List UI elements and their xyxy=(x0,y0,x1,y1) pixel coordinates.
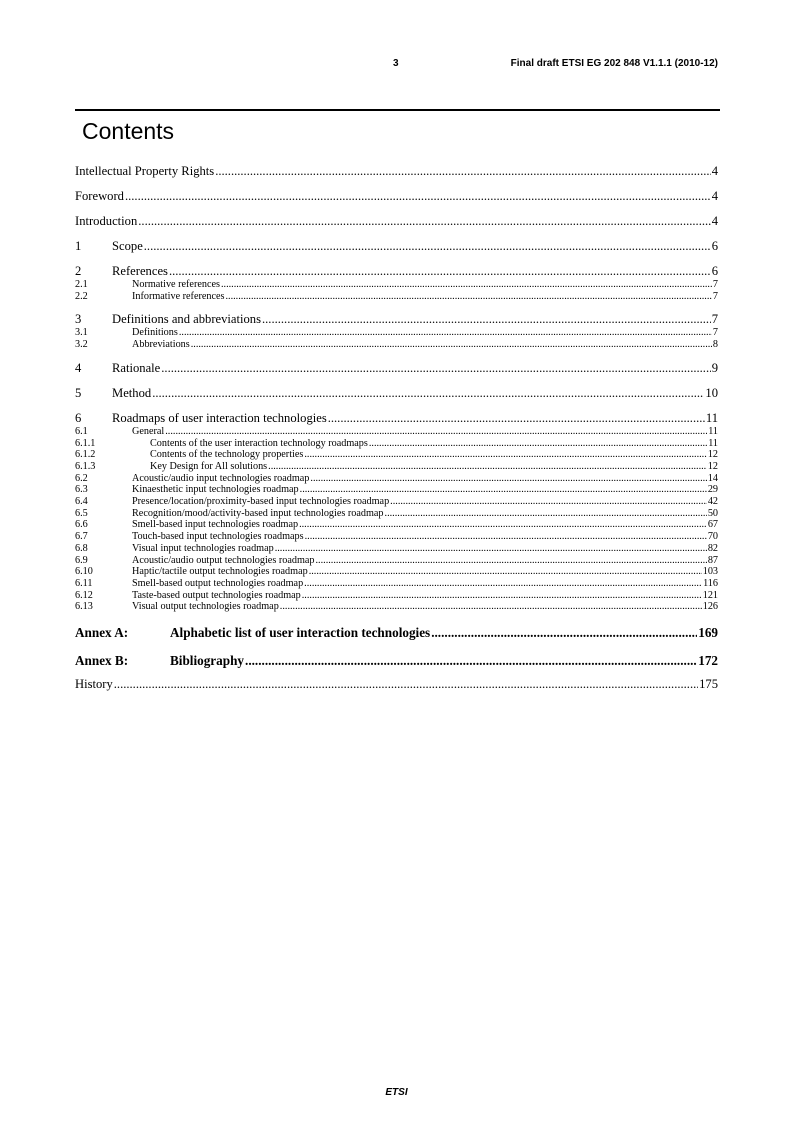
toc-entry-label: History xyxy=(75,677,113,692)
toc-leader-dots xyxy=(268,461,707,473)
toc-entry-label: Introduction xyxy=(75,214,138,228)
toc-entry-number: 6.8 xyxy=(75,542,88,554)
toc-entry-label: Bibliography xyxy=(170,653,245,669)
page-number: 3 xyxy=(393,58,399,69)
toc-entry[interactable] xyxy=(75,566,718,578)
toc-entry-page: 7 xyxy=(712,327,718,339)
toc-entry-number: 2.1 xyxy=(75,279,88,290)
toc-entry-page: 67 xyxy=(707,519,718,531)
toc-leader-dots xyxy=(125,188,711,204)
toc-entry-label: Contents of the technology properties xyxy=(150,449,304,461)
toc-entry[interactable] xyxy=(75,263,718,279)
toc-entry[interactable] xyxy=(75,279,718,291)
toc-entry-page: 4 xyxy=(711,214,718,228)
toc-entry[interactable] xyxy=(75,311,718,327)
toc-entry-label: Roadmaps of user interaction technologies xyxy=(112,410,327,425)
toc-entry-page: 6 xyxy=(711,264,718,278)
toc-entry-page: 7 xyxy=(711,312,718,327)
toc-leader-dots xyxy=(369,438,707,450)
toc-entry-page: 7 xyxy=(712,279,718,290)
toc-entry[interactable] xyxy=(75,555,718,567)
toc-leader-dots xyxy=(225,291,711,303)
toc-entry-page: 4 xyxy=(711,189,718,203)
toc-entry-number: 6.10 xyxy=(75,566,93,578)
toc-entry-number: 6.2 xyxy=(75,472,88,484)
page-header xyxy=(75,58,718,72)
toc-leader-dots xyxy=(310,473,706,485)
toc-entry-page: 116 xyxy=(703,577,718,589)
toc-entry-number: 6.9 xyxy=(75,554,88,566)
toc-entry[interactable] xyxy=(75,519,718,531)
toc-entry[interactable] xyxy=(75,676,718,692)
toc-entry-number: 5 xyxy=(75,385,82,400)
toc-entry-number: 3.1 xyxy=(75,327,88,339)
toc-entry-label: Recognition/mood/activity-based input technologies roadmap xyxy=(132,507,384,519)
toc-entry-label: Presence/location/proximity-based input technologies roadmap xyxy=(132,496,390,508)
toc-entry-label: General xyxy=(132,425,165,437)
toc-entry-label: Intellectual Property Rights xyxy=(75,164,215,178)
toc-leader-dots xyxy=(309,566,702,578)
toc-entry[interactable] xyxy=(75,461,718,473)
toc-entry-page: 14 xyxy=(707,472,718,484)
toc-entry-page: 82 xyxy=(707,542,718,554)
toc-entry-number: 6.11 xyxy=(75,577,93,589)
toc-entry[interactable] xyxy=(75,339,718,351)
toc-entry-page: 50 xyxy=(707,507,718,519)
toc-leader-dots xyxy=(191,339,712,351)
toc-entry-number: 1 xyxy=(75,239,82,253)
toc-entry-label: Visual output technologies roadmap xyxy=(132,601,279,613)
toc-entry-page: 11 xyxy=(705,410,718,425)
header-rule xyxy=(75,109,720,111)
toc-leader-dots xyxy=(165,426,707,438)
toc-entry-number: 6.12 xyxy=(75,589,93,601)
toc-entry-label: Visual input technologies roadmap xyxy=(132,542,274,554)
toc-entry-page: 70 xyxy=(707,531,718,543)
toc-entry-page: 8 xyxy=(712,339,718,351)
toc-leader-dots xyxy=(144,238,711,254)
toc-entry-number: 6.1.2 xyxy=(75,449,96,461)
toc-entry-label: Method xyxy=(112,385,152,400)
toc-entry[interactable] xyxy=(75,531,718,543)
page-footer: ETSI xyxy=(385,1087,408,1098)
toc-entry[interactable] xyxy=(75,188,718,204)
toc-entry-page: 169 xyxy=(698,625,718,641)
toc-entry[interactable] xyxy=(75,508,718,520)
toc-entry-label: Kinaesthetic input technologies roadmap xyxy=(132,484,299,496)
toc-entry-page: 10 xyxy=(705,385,718,400)
toc-leader-dots xyxy=(328,410,705,426)
toc-leader-dots xyxy=(431,625,697,641)
toc-entry-label: Scope xyxy=(112,239,143,253)
toc-leader-dots xyxy=(245,653,697,669)
toc-entry-page: 42 xyxy=(707,496,718,508)
toc-entry-page: 172 xyxy=(698,653,718,669)
document-title: Final draft ETSI EG 202 848 V1.1.1 (2010-12) xyxy=(510,58,718,69)
toc-entry-number: 4 xyxy=(75,360,82,375)
toc-leader-dots xyxy=(385,508,707,520)
toc-entry-number: 6.6 xyxy=(75,519,88,531)
table-of-contents xyxy=(75,163,718,692)
toc-entry-label: Smell-based input technologies roadmap xyxy=(132,519,299,531)
toc-entry[interactable] xyxy=(75,653,718,669)
toc-entry-page: 11 xyxy=(708,437,718,449)
toc-entry-label: Taste-based output technologies roadmap xyxy=(132,589,301,601)
toc-leader-dots xyxy=(390,496,707,508)
toc-entry-label: Haptic/tactile output technologies roadmap xyxy=(132,566,308,578)
toc-leader-dots xyxy=(305,531,707,543)
toc-entry-page: 103 xyxy=(702,566,718,578)
toc-entry-page: 9 xyxy=(711,360,718,375)
toc-leader-dots xyxy=(299,519,707,531)
toc-entry-page: 126 xyxy=(702,601,718,613)
toc-leader-dots xyxy=(300,484,707,496)
toc-entry-label: Contents of the user interaction technology roadmaps xyxy=(150,437,368,449)
toc-entry[interactable] xyxy=(75,625,718,641)
toc-entry[interactable] xyxy=(75,213,718,229)
toc-entry-label: Touch-based input technologies roadmaps xyxy=(132,531,304,543)
toc-entry-page: 6 xyxy=(711,239,718,253)
toc-entry[interactable] xyxy=(75,590,718,602)
toc-entry-label: Smell-based output technologies roadmap xyxy=(132,577,304,589)
toc-leader-dots xyxy=(304,449,706,461)
toc-entry[interactable] xyxy=(75,473,718,485)
toc-entry-label: Acoustic/audio output technologies roadmap xyxy=(132,554,315,566)
toc-entry[interactable] xyxy=(75,426,718,438)
toc-entry[interactable] xyxy=(75,438,718,450)
toc-entry-page: 11 xyxy=(708,425,718,437)
toc-leader-dots xyxy=(152,385,704,401)
toc-entry-page: 12 xyxy=(707,460,718,472)
toc-entry[interactable] xyxy=(75,385,718,401)
toc-entry-number: 6.13 xyxy=(75,601,93,613)
toc-entry-number: 2 xyxy=(75,264,82,278)
toc-entry-label: References xyxy=(112,264,168,278)
toc-entry[interactable] xyxy=(75,291,718,303)
toc-leader-dots xyxy=(304,578,702,590)
toc-entry-page: 7 xyxy=(712,290,718,302)
toc-entry-number: 6.7 xyxy=(75,531,88,543)
toc-entry-number: 6.5 xyxy=(75,507,88,519)
toc-leader-dots xyxy=(316,555,707,567)
toc-entry[interactable] xyxy=(75,601,718,613)
toc-entry[interactable] xyxy=(75,578,718,590)
toc-entry-number: 3.2 xyxy=(75,339,88,351)
toc-entry[interactable] xyxy=(75,449,718,461)
toc-leader-dots xyxy=(262,311,711,327)
toc-entry[interactable] xyxy=(75,543,718,555)
toc-entry-page: 175 xyxy=(699,677,718,692)
toc-entry[interactable] xyxy=(75,410,718,426)
toc-entry-page: 29 xyxy=(707,484,718,496)
toc-entry-number: Annex B: xyxy=(75,653,129,669)
toc-entry-page: 12 xyxy=(707,449,718,461)
toc-leader-dots xyxy=(169,263,711,279)
toc-entry-label: Normative references xyxy=(132,279,220,290)
page-title: Contents xyxy=(82,118,175,144)
toc-entry[interactable] xyxy=(75,484,718,496)
toc-entry-label: Rationale xyxy=(112,360,161,375)
toc-leader-dots xyxy=(114,676,698,692)
toc-entry-label: Alphabetic list of user interaction technologies xyxy=(170,625,431,641)
toc-entry-number: 2.2 xyxy=(75,290,88,302)
toc-entry-number: 3 xyxy=(75,312,82,327)
toc-entry[interactable] xyxy=(75,496,718,508)
toc-entry-label: Definitions and abbreviations xyxy=(112,312,261,327)
toc-leader-dots xyxy=(280,601,702,613)
toc-leader-dots xyxy=(302,590,702,602)
toc-entry-number: 6.1 xyxy=(75,425,88,437)
toc-entry[interactable] xyxy=(75,163,718,179)
toc-leader-dots xyxy=(275,543,707,555)
toc-entry-number: 6.4 xyxy=(75,496,88,508)
toc-leader-dots xyxy=(138,213,710,229)
toc-entry-label: Definitions xyxy=(132,327,178,339)
toc-entry-label: Acoustic/audio input technologies roadmap xyxy=(132,472,310,484)
toc-entry[interactable] xyxy=(75,360,718,376)
toc-entry-label: Key Design for All solutions xyxy=(150,460,268,472)
toc-entry-label: Informative references xyxy=(132,290,225,302)
toc-entry-number: Annex A: xyxy=(75,625,129,641)
toc-entry-page: 121 xyxy=(702,589,718,601)
toc-entry[interactable] xyxy=(75,238,718,254)
toc-entry-number: 6.1.3 xyxy=(75,460,96,472)
toc-leader-dots xyxy=(179,327,712,339)
toc-leader-dots xyxy=(161,360,710,376)
toc-leader-dots xyxy=(215,163,711,179)
toc-entry-label: Abbreviations xyxy=(132,339,190,351)
toc-leader-dots xyxy=(221,279,712,291)
toc-entry-label: Foreword xyxy=(75,189,124,203)
toc-entry-page: 4 xyxy=(711,164,718,178)
toc-entry[interactable] xyxy=(75,327,718,339)
toc-entry-number: 6.1.1 xyxy=(75,437,96,449)
toc-entry-number: 6.3 xyxy=(75,484,88,496)
toc-entry-number: 6 xyxy=(75,410,82,425)
toc-entry-page: 87 xyxy=(707,554,718,566)
